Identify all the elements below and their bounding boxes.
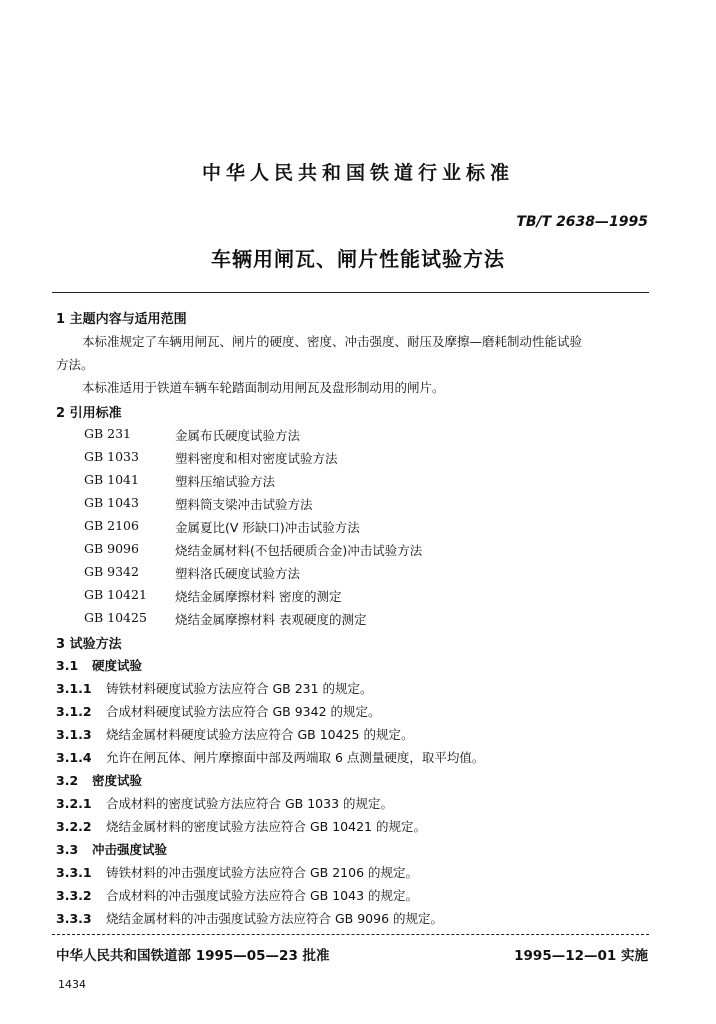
page-number: 1434 (58, 978, 86, 991)
issuing-body-title: 中华人民共和国铁道行业标准 (201, 162, 514, 184)
implementation-date: 1995—12—01 实施 (514, 948, 648, 964)
ref-title: 塑料压缩试验方法 (175, 474, 276, 489)
subsection-3-3-heading (56, 840, 167, 858)
clause-number: 3.2.1 (56, 796, 92, 811)
clause-3-3-3 (56, 909, 443, 927)
document-title: 车辆用闸瓦、闸片性能试验方法 (211, 247, 505, 271)
clause-number: 3.3 (56, 842, 79, 857)
footer-divider (52, 934, 649, 935)
clause-text: 烧结金属材料的冲击强度试验方法应符合 GB 9096 的规定。 (106, 911, 443, 926)
clause-title: 密度试验 (92, 773, 143, 788)
clause-3-1-4 (56, 748, 484, 766)
ref-code: GB 9096 (84, 541, 139, 556)
clause-text: 合成材料的冲击强度试验方法应符合 GB 1043 的规定。 (106, 888, 418, 903)
clause-number: 3.1.3 (56, 727, 92, 742)
ref-title: 烧结金属材料(不包括硬质合金)冲击试验方法 (175, 543, 423, 558)
clause-3-2-2 (56, 817, 426, 835)
clause-number: 3.2 (56, 773, 79, 788)
clause-3-3-1 (56, 863, 418, 881)
approval-line: 中华人民共和国铁道部 1995—05—23 批准 (56, 948, 330, 964)
clause-3-3-2 (56, 886, 418, 904)
section-1-paragraph-2: 本标准适用于铁道车辆车轮踏面制动用闸瓦及盘形制动用的闸片。 (82, 380, 445, 395)
clause-text: 铸铁材料的冲击强度试验方法应符合 GB 2106 的规定。 (106, 865, 418, 880)
clause-3-1-2 (56, 702, 381, 720)
clause-number: 3.1.4 (56, 750, 92, 765)
ref-title: 塑料洛氏硬度试验方法 (175, 566, 301, 581)
clause-3-1-3 (56, 725, 413, 743)
ref-code: GB 1043 (84, 495, 139, 510)
clause-title: 硬度试验 (92, 658, 143, 673)
clause-text: 铸铁材料硬度试验方法应符合 GB 231 的规定。 (106, 681, 373, 696)
clause-text: 烧结金属材料硬度试验方法应符合 GB 10425 的规定。 (106, 727, 414, 742)
clause-number: 3.3.1 (56, 865, 92, 880)
ref-code: GB 2106 (84, 518, 139, 533)
clause-text: 合成材料硬度试验方法应符合 GB 9342 的规定。 (106, 704, 381, 719)
ref-title: 塑料密度和相对密度试验方法 (175, 451, 338, 466)
ref-code: GB 9342 (84, 564, 139, 579)
clause-number: 3.2.2 (56, 819, 92, 834)
ref-title: 塑料筒支梁冲击试验方法 (175, 497, 313, 512)
ref-title: 金属布氏硬度试验方法 (175, 428, 301, 443)
clause-text: 合成材料的密度试验方法应符合 GB 1033 的规定。 (106, 796, 393, 811)
clause-3-1-1 (56, 679, 373, 697)
subsection-3-1-heading (56, 656, 142, 674)
clause-text: 烧结金属材料的密度试验方法应符合 GB 10421 的规定。 (106, 819, 426, 834)
section-1-heading: 1 主题内容与适用范围 (56, 312, 187, 327)
section-2-heading: 2 引用标准 (56, 406, 122, 421)
ref-code: GB 231 (84, 426, 132, 441)
standard-number: TB/T 2638—1995 (516, 214, 648, 230)
ref-title: 烧结金属摩擦材料 密度的测定 (175, 589, 342, 604)
clause-number: 3.3.3 (56, 911, 92, 926)
clause-text: 允许在闸瓦体、闸片摩擦面中部及两端取 6 点测量硬度，取平均值。 (106, 750, 485, 765)
clause-number: 3.1 (56, 658, 79, 673)
ref-code: GB 1033 (84, 449, 139, 464)
ref-code: GB 1041 (84, 472, 139, 487)
clause-3-2-1 (56, 794, 393, 812)
clause-title: 冲击强度试验 (92, 842, 168, 857)
clause-number: 3.1.2 (56, 704, 92, 719)
ref-code: GB 10421 (84, 587, 147, 602)
ref-title: 烧结金属摩擦材料 表观硬度的测定 (175, 612, 367, 627)
clause-number: 3.1.1 (56, 681, 92, 696)
section-3-heading: 3 试验方法 (56, 637, 122, 652)
header-divider (52, 292, 649, 293)
subsection-3-2-heading (56, 771, 142, 789)
ref-title: 金属夏比(V 形缺口)冲击试验方法 (175, 520, 360, 535)
ref-code: GB 10425 (84, 610, 147, 625)
section-1-paragraph-1-line-1: 本标准规定了车辆用闸瓦、闸片的硬度、密度、冲击强度、耐压及摩擦—磨耗制动性能试验 (82, 334, 583, 349)
section-1-paragraph-1-line-2: 方法。 (56, 357, 94, 372)
clause-number: 3.3.2 (56, 888, 92, 903)
